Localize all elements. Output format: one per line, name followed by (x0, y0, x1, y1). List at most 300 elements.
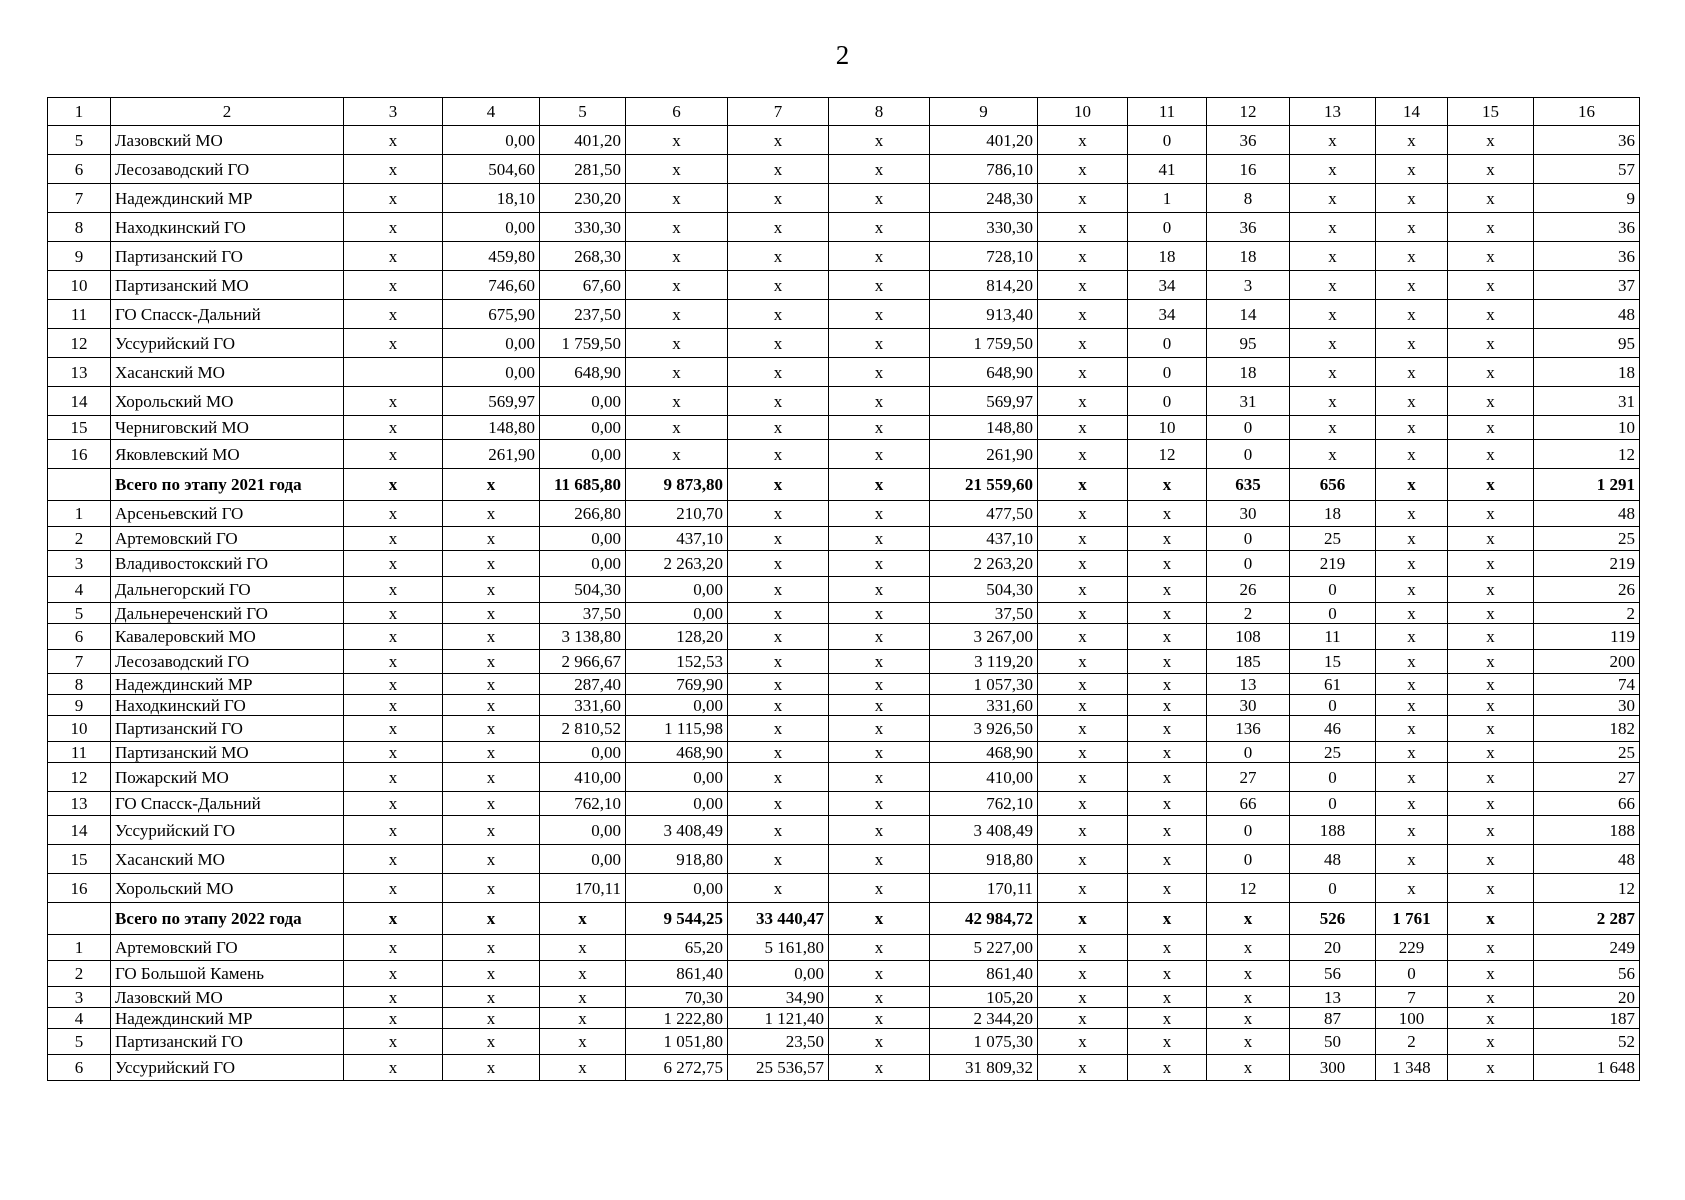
row-number-cell: 5 (48, 126, 111, 155)
value-cell: x (1038, 624, 1128, 650)
table-row (48, 387, 1640, 416)
value-cell: 504,30 (930, 577, 1038, 603)
value-cell: x (1448, 126, 1534, 155)
value-cell: 87 (1290, 1008, 1376, 1029)
row-number-cell: 10 (48, 716, 111, 742)
column-header: 12 (1207, 98, 1290, 126)
value-cell: 814,20 (930, 271, 1038, 300)
value-cell: 36 (1534, 242, 1640, 271)
value-cell: x (1448, 903, 1534, 935)
value-cell: x (1038, 1008, 1128, 1029)
value-cell: x (1376, 816, 1448, 845)
value-cell: x (1448, 935, 1534, 961)
value-cell: x (344, 1055, 443, 1081)
value-cell: x (1290, 300, 1376, 329)
value-cell: 56 (1290, 961, 1376, 987)
value-cell: x (829, 624, 930, 650)
value-cell: x (443, 792, 540, 816)
value-cell: x (728, 440, 829, 469)
value-cell: 61 (1290, 674, 1376, 695)
value-cell: x (728, 126, 829, 155)
value-cell: 2 263,20 (626, 551, 728, 577)
row-number-cell: 13 (48, 792, 111, 816)
value-cell: 11 685,80 (540, 469, 626, 501)
value-cell: x (829, 716, 930, 742)
value-cell: 2 263,20 (930, 551, 1038, 577)
value-cell: 1 648 (1534, 1055, 1640, 1081)
row-number-cell: 8 (48, 213, 111, 242)
value-cell: 187 (1534, 1008, 1640, 1029)
value-cell: 27 (1534, 763, 1640, 792)
value-cell: x (1448, 716, 1534, 742)
value-cell: x (1128, 1029, 1207, 1055)
value-cell: x (1290, 126, 1376, 155)
value-cell: x (829, 416, 930, 440)
value-cell: 0 (1128, 213, 1207, 242)
value-cell: x (443, 624, 540, 650)
value-cell: 918,80 (930, 845, 1038, 874)
value-cell: 25 (1290, 527, 1376, 551)
value-cell: x (829, 674, 930, 695)
value-cell: x (1448, 577, 1534, 603)
value-cell: x (443, 935, 540, 961)
value-cell: x (829, 763, 930, 792)
municipality-cell: Партизанский МО (111, 271, 344, 300)
value-cell: 762,10 (930, 792, 1038, 816)
column-header: 5 (540, 98, 626, 126)
municipality-cell: Кавалеровский МО (111, 624, 344, 650)
table-row (48, 763, 1640, 792)
value-cell: x (1038, 845, 1128, 874)
value-cell: 5 227,00 (930, 935, 1038, 961)
value-cell: x (829, 551, 930, 577)
value-cell: x (1038, 987, 1128, 1008)
value-cell: x (1038, 816, 1128, 845)
value-cell: 300 (1290, 1055, 1376, 1081)
municipality-cell: Уссурийский ГО (111, 1055, 344, 1081)
value-cell: 18 (1207, 358, 1290, 387)
value-cell: x (1128, 551, 1207, 577)
value-cell: x (626, 213, 728, 242)
value-cell: x (728, 742, 829, 763)
value-cell: x (540, 961, 626, 987)
value-cell: x (1376, 603, 1448, 624)
value-cell: x (1038, 387, 1128, 416)
value-cell: x (728, 300, 829, 329)
value-cell: 20 (1534, 987, 1640, 1008)
value-cell: 188 (1290, 816, 1376, 845)
value-cell: x (443, 577, 540, 603)
column-header: 2 (111, 98, 344, 126)
row-number-cell: 11 (48, 300, 111, 329)
value-cell: 10 (1534, 416, 1640, 440)
value-cell: 42 984,72 (930, 903, 1038, 935)
value-cell: x (1448, 300, 1534, 329)
row-number-cell: 3 (48, 987, 111, 1008)
value-cell: x (728, 469, 829, 501)
column-header: 3 (344, 98, 443, 126)
value-cell: 3 408,49 (626, 816, 728, 845)
value-cell: x (1376, 271, 1448, 300)
value-cell: 504,30 (540, 577, 626, 603)
value-cell: x (344, 213, 443, 242)
value-cell: x (1290, 271, 1376, 300)
column-header: 15 (1448, 98, 1534, 126)
value-cell: 152,53 (626, 650, 728, 674)
table-row (48, 1029, 1640, 1055)
value-cell: x (728, 551, 829, 577)
value-cell: 37,50 (540, 603, 626, 624)
row-number-cell: 1 (48, 935, 111, 961)
value-cell: x (626, 358, 728, 387)
value-cell: x (344, 603, 443, 624)
value-cell: x (1290, 213, 1376, 242)
value-cell: 0 (1207, 742, 1290, 763)
value-cell: x (728, 816, 829, 845)
value-cell: 330,30 (540, 213, 626, 242)
value-cell: 74 (1534, 674, 1640, 695)
value-cell: x (1207, 903, 1290, 935)
value-cell: x (829, 816, 930, 845)
municipality-cell: Черниговский МО (111, 416, 344, 440)
value-cell: 1 057,30 (930, 674, 1038, 695)
value-cell: x (1448, 816, 1534, 845)
value-cell: 37,50 (930, 603, 1038, 624)
value-cell: 861,40 (626, 961, 728, 987)
value-cell: x (829, 126, 930, 155)
value-cell: x (1290, 329, 1376, 358)
value-cell: x (1128, 716, 1207, 742)
table-row (48, 1008, 1640, 1029)
value-cell: x (829, 358, 930, 387)
value-cell: x (728, 358, 829, 387)
value-cell: 66 (1534, 792, 1640, 816)
value-cell: 261,90 (930, 440, 1038, 469)
value-cell: 219 (1534, 551, 1640, 577)
value-cell: 0,00 (540, 845, 626, 874)
municipality-cell: Хасанский МО (111, 358, 344, 387)
value-cell: x (829, 577, 930, 603)
value-cell: 728,10 (930, 242, 1038, 271)
value-cell: x (1207, 935, 1290, 961)
value-cell: x (1128, 742, 1207, 763)
value-cell: x (829, 501, 930, 527)
value-cell: x (728, 271, 829, 300)
value-cell: 0 (1376, 961, 1448, 987)
value-cell: 261,90 (443, 440, 540, 469)
value-cell: x (829, 874, 930, 903)
value-cell: x (344, 624, 443, 650)
value-cell: x (1290, 155, 1376, 184)
value-cell: 14 (1207, 300, 1290, 329)
value-cell: x (1290, 184, 1376, 213)
value-cell: x (1448, 603, 1534, 624)
value-cell: 12 (1207, 874, 1290, 903)
page-number: 2 (835, 40, 850, 70)
value-cell: x (1448, 213, 1534, 242)
value-cell: x (344, 300, 443, 329)
value-cell: x (540, 935, 626, 961)
value-cell: 0 (1207, 527, 1290, 551)
value-cell: 26 (1534, 577, 1640, 603)
value-cell: x (1448, 155, 1534, 184)
value-cell: 66 (1207, 792, 1290, 816)
value-cell: 268,30 (540, 242, 626, 271)
value-cell: x (344, 1029, 443, 1055)
value-cell: x (1038, 271, 1128, 300)
value-cell: x (443, 845, 540, 874)
value-cell: x (1038, 527, 1128, 551)
value-cell: 188 (1534, 816, 1640, 845)
municipality-cell: Лесозаводский ГО (111, 650, 344, 674)
value-cell: x (344, 126, 443, 155)
value-cell: x (1290, 242, 1376, 271)
value-cell: x (1207, 987, 1290, 1008)
municipality-cell: Всего по этапу 2022 года (111, 903, 344, 935)
value-cell: 459,80 (443, 242, 540, 271)
value-cell: 0,00 (626, 603, 728, 624)
header-row (48, 98, 1640, 126)
value-cell: x (728, 501, 829, 527)
value-cell: x (344, 577, 443, 603)
value-cell: 0,00 (540, 816, 626, 845)
value-cell: x (1038, 961, 1128, 987)
value-cell: 13 (1290, 987, 1376, 1008)
table-row (48, 358, 1640, 387)
municipality-cell: Партизанский ГО (111, 1029, 344, 1055)
value-cell: x (1038, 792, 1128, 816)
value-cell: 170,11 (540, 874, 626, 903)
municipality-cell: Уссурийский ГО (111, 816, 344, 845)
value-cell: 105,20 (930, 987, 1038, 1008)
value-cell: 0,00 (443, 329, 540, 358)
value-cell: 437,10 (930, 527, 1038, 551)
value-cell: 746,60 (443, 271, 540, 300)
value-cell: 0,00 (540, 387, 626, 416)
row-number-cell: 15 (48, 845, 111, 874)
value-cell: x (1376, 469, 1448, 501)
value-cell: x (1038, 416, 1128, 440)
value-cell: 18 (1128, 242, 1207, 271)
column-header: 6 (626, 98, 728, 126)
value-cell: 0,00 (626, 577, 728, 603)
value-cell: 0 (1290, 695, 1376, 716)
municipality-cell: Надеждинский МР (111, 674, 344, 695)
value-cell: x (1376, 416, 1448, 440)
value-cell: x (626, 126, 728, 155)
value-cell: 65,20 (626, 935, 728, 961)
value-cell: x (728, 845, 829, 874)
value-cell: x (829, 695, 930, 716)
municipality-cell: Дальнегорский ГО (111, 577, 344, 603)
table-row (48, 329, 1640, 358)
table-row (48, 624, 1640, 650)
row-number-cell (48, 903, 111, 935)
value-cell: 12 (1534, 874, 1640, 903)
value-cell: 57 (1534, 155, 1640, 184)
value-cell: x (443, 527, 540, 551)
value-cell: 56 (1534, 961, 1640, 987)
value-cell: x (1207, 1055, 1290, 1081)
value-cell: 41 (1128, 155, 1207, 184)
value-cell: x (1376, 551, 1448, 577)
value-cell: 0,00 (443, 213, 540, 242)
municipality-cell: Партизанский ГО (111, 242, 344, 271)
value-cell: 2 966,67 (540, 650, 626, 674)
table-body (48, 98, 1640, 1081)
value-cell: x (1376, 716, 1448, 742)
value-cell: x (829, 742, 930, 763)
column-header: 16 (1534, 98, 1640, 126)
value-cell: 30 (1534, 695, 1640, 716)
value-cell: 437,10 (626, 527, 728, 551)
value-cell: x (829, 603, 930, 624)
value-cell: x (829, 792, 930, 816)
value-cell: x (1376, 213, 1448, 242)
value-cell: x (1376, 184, 1448, 213)
table-row (48, 845, 1640, 874)
value-cell: x (1448, 1055, 1534, 1081)
value-cell: x (829, 903, 930, 935)
value-cell: x (1038, 242, 1128, 271)
value-cell: x (626, 184, 728, 213)
value-cell: x (1448, 358, 1534, 387)
value-cell: 648,90 (930, 358, 1038, 387)
row-number-cell: 3 (48, 551, 111, 577)
row-number-cell: 16 (48, 874, 111, 903)
value-cell: x (1038, 469, 1128, 501)
value-cell: x (1376, 742, 1448, 763)
value-cell: x (443, 961, 540, 987)
value-cell: 18 (1534, 358, 1640, 387)
value-cell: 0 (1290, 763, 1376, 792)
value-cell: 675,90 (443, 300, 540, 329)
value-cell: 410,00 (540, 763, 626, 792)
table-row (48, 603, 1640, 624)
value-cell: 0,00 (626, 763, 728, 792)
value-cell: 913,40 (930, 300, 1038, 329)
value-cell: x (443, 1008, 540, 1029)
value-cell: x (344, 792, 443, 816)
value-cell: x (829, 213, 930, 242)
row-number-cell: 7 (48, 650, 111, 674)
value-cell: 13 (1207, 674, 1290, 695)
column-header: 11 (1128, 98, 1207, 126)
value-cell: 0 (1207, 440, 1290, 469)
value-cell: 401,20 (930, 126, 1038, 155)
value-cell: 0,00 (443, 358, 540, 387)
value-cell: x (540, 1029, 626, 1055)
value-cell: x (728, 387, 829, 416)
table-row (48, 874, 1640, 903)
value-cell: 34 (1128, 271, 1207, 300)
value-cell: 33 440,47 (728, 903, 829, 935)
value-cell: x (1038, 763, 1128, 792)
value-cell: x (1038, 1055, 1128, 1081)
value-cell: x (1128, 763, 1207, 792)
value-cell: 656 (1290, 469, 1376, 501)
municipality-cell: Хорольский МО (111, 387, 344, 416)
value-cell: 331,60 (930, 695, 1038, 716)
column-header: 10 (1038, 98, 1128, 126)
table-row (48, 213, 1640, 242)
value-cell: x (1128, 845, 1207, 874)
value-cell: x (1448, 961, 1534, 987)
value-cell: x (1448, 674, 1534, 695)
value-cell: 95 (1207, 329, 1290, 358)
value-cell: x (1128, 1055, 1207, 1081)
value-cell: 25 536,57 (728, 1055, 829, 1081)
value-cell: x (1448, 792, 1534, 816)
value-cell: x (829, 1055, 930, 1081)
value-cell: x (443, 763, 540, 792)
table-row (48, 242, 1640, 271)
value-cell: 0 (1128, 329, 1207, 358)
value-cell: x (1448, 695, 1534, 716)
value-cell: 48 (1534, 501, 1640, 527)
value-cell: 1 759,50 (930, 329, 1038, 358)
value-cell: x (1038, 213, 1128, 242)
row-number-cell: 2 (48, 961, 111, 987)
value-cell: 0,00 (540, 416, 626, 440)
value-cell: 861,40 (930, 961, 1038, 987)
value-cell: x (829, 527, 930, 551)
value-cell: 34 (1128, 300, 1207, 329)
value-cell: 18 (1290, 501, 1376, 527)
value-cell: 148,80 (443, 416, 540, 440)
column-header: 4 (443, 98, 540, 126)
value-cell: 0 (1128, 126, 1207, 155)
value-cell: 5 161,80 (728, 935, 829, 961)
value-cell: x (1376, 155, 1448, 184)
value-cell: 7 (1376, 987, 1448, 1008)
value-cell: 185 (1207, 650, 1290, 674)
value-cell: 786,10 (930, 155, 1038, 184)
value-cell: x (344, 816, 443, 845)
value-cell: 0,00 (540, 440, 626, 469)
value-cell: x (1448, 763, 1534, 792)
value-cell: 27 (1207, 763, 1290, 792)
municipality-cell: ГО Спасск-Дальний (111, 300, 344, 329)
municipality-cell: Лазовский МО (111, 126, 344, 155)
value-cell: x (829, 1029, 930, 1055)
value-cell: 2 (1207, 603, 1290, 624)
municipality-cell: Арсеньевский ГО (111, 501, 344, 527)
value-cell: 229 (1376, 935, 1448, 961)
value-cell: 569,97 (443, 387, 540, 416)
value-cell: 25 (1534, 527, 1640, 551)
value-cell: x (1207, 961, 1290, 987)
value-cell: 6 272,75 (626, 1055, 728, 1081)
value-cell: x (443, 551, 540, 577)
table-row (48, 1055, 1640, 1081)
value-cell: x (728, 329, 829, 358)
row-number-cell: 5 (48, 603, 111, 624)
value-cell: 9 544,25 (626, 903, 728, 935)
row-number-cell: 9 (48, 695, 111, 716)
value-cell: x (1376, 845, 1448, 874)
value-cell: x (728, 695, 829, 716)
value-cell: x (1128, 650, 1207, 674)
value-cell: 401,20 (540, 126, 626, 155)
value-cell: x (1038, 577, 1128, 603)
value-cell: x (1376, 387, 1448, 416)
table-row (48, 551, 1640, 577)
table-row (48, 961, 1640, 987)
row-number-cell (48, 469, 111, 501)
value-cell: x (1448, 271, 1534, 300)
value-cell: 0,00 (540, 551, 626, 577)
